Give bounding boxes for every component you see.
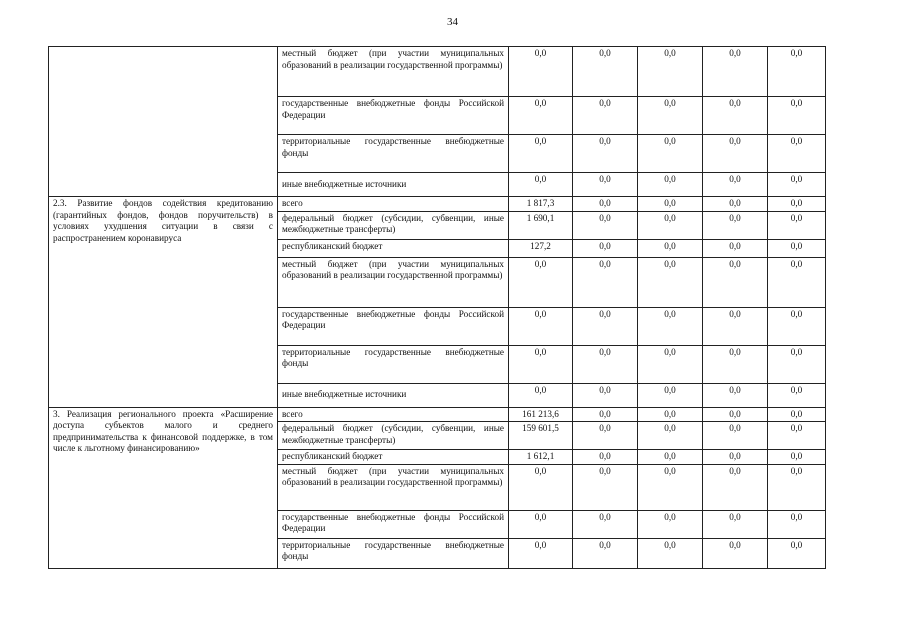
- value-cell: 0,0: [509, 173, 573, 197]
- funding-source-cell: территориальные государственные внебюджетные фонды: [278, 345, 509, 383]
- value-cell: 0,0: [509, 47, 573, 97]
- value-cell: 0,0: [768, 538, 826, 568]
- value-cell: 1 612,1: [509, 450, 573, 465]
- value-cell: 0,0: [638, 211, 703, 239]
- funding-source-cell: местный бюджет (при участии муниципальных образований в реализации государственной программы): [278, 47, 509, 97]
- value-cell: 0,0: [768, 257, 826, 307]
- value-cell: 1 817,3: [509, 197, 573, 212]
- value-cell: 0,0: [703, 422, 768, 450]
- funding-source-cell: республиканский бюджет: [278, 450, 509, 465]
- value-cell: 0,0: [573, 97, 638, 135]
- value-cell: 0,0: [638, 422, 703, 450]
- value-cell: 0,0: [638, 173, 703, 197]
- value-cell: 0,0: [703, 307, 768, 345]
- value-cell: 0,0: [703, 197, 768, 212]
- value-cell: 0,0: [573, 510, 638, 538]
- measure-name-cell: 2.3. Развитие фондов содействия кредитованию (гарантийных фондов, фондов поручительств) в условиях ухудшения ситуации в связи с распространением коронавируса: [49, 197, 278, 408]
- value-cell: 0,0: [703, 510, 768, 538]
- value-cell: 0,0: [638, 538, 703, 568]
- value-cell: 0,0: [509, 538, 573, 568]
- value-cell: 0,0: [638, 135, 703, 173]
- value-cell: 0,0: [638, 97, 703, 135]
- value-cell: 0,0: [768, 383, 826, 407]
- value-cell: 0,0: [573, 135, 638, 173]
- value-cell: 0,0: [638, 383, 703, 407]
- value-cell: 0,0: [768, 407, 826, 422]
- value-cell: 1 690,1: [509, 211, 573, 239]
- funding-source-cell: республиканский бюджет: [278, 239, 509, 257]
- value-cell: 0,0: [703, 47, 768, 97]
- value-cell: 0,0: [768, 510, 826, 538]
- value-cell: 0,0: [703, 211, 768, 239]
- funding-source-cell: федеральный бюджет (субсидии, субвенции, иные межбюджетные трансферты): [278, 422, 509, 450]
- budget-table: [48, 46, 826, 569]
- value-cell: 0,0: [703, 239, 768, 257]
- value-cell: 0,0: [768, 197, 826, 212]
- funding-source-cell: местный бюджет (при участии муниципальных образований в реализации государственной программы): [278, 257, 509, 307]
- funding-source-cell: территориальные государственные внебюджетные фонды: [278, 135, 509, 173]
- value-cell: 0,0: [768, 307, 826, 345]
- value-cell: 0,0: [509, 97, 573, 135]
- value-cell: 0,0: [573, 307, 638, 345]
- value-cell: 0,0: [703, 538, 768, 568]
- value-cell: 0,0: [768, 97, 826, 135]
- value-cell: 0,0: [703, 173, 768, 197]
- value-cell: 0,0: [638, 239, 703, 257]
- funding-source-cell: иные внебюджетные источники: [278, 383, 509, 407]
- value-cell: 0,0: [703, 450, 768, 465]
- value-cell: 127,2: [509, 239, 573, 257]
- value-cell: 0,0: [638, 307, 703, 345]
- value-cell: 0,0: [703, 97, 768, 135]
- funding-source-cell: всего: [278, 197, 509, 212]
- value-cell: 0,0: [573, 239, 638, 257]
- value-cell: 0,0: [509, 257, 573, 307]
- funding-source-cell: государственные внебюджетные фонды Российской Федерации: [278, 97, 509, 135]
- value-cell: 0,0: [638, 510, 703, 538]
- table-row: [49, 407, 826, 422]
- funding-source-cell: государственные внебюджетные фонды Российской Федерации: [278, 510, 509, 538]
- value-cell: 0,0: [703, 257, 768, 307]
- value-cell: 0,0: [638, 450, 703, 465]
- value-cell: 0,0: [703, 135, 768, 173]
- value-cell: 0,0: [573, 383, 638, 407]
- value-cell: 0,0: [509, 345, 573, 383]
- value-cell: 0,0: [638, 464, 703, 510]
- value-cell: 0,0: [509, 510, 573, 538]
- value-cell: 0,0: [509, 383, 573, 407]
- value-cell: 0,0: [638, 197, 703, 212]
- page-number: 34: [447, 16, 458, 28]
- value-cell: 0,0: [509, 464, 573, 510]
- value-cell: 0,0: [768, 239, 826, 257]
- value-cell: 0,0: [573, 173, 638, 197]
- value-cell: 0,0: [768, 422, 826, 450]
- value-cell: 0,0: [638, 257, 703, 307]
- funding-source-cell: всего: [278, 407, 509, 422]
- measure-name-cell: [49, 47, 278, 197]
- value-cell: 0,0: [703, 407, 768, 422]
- value-cell: 0,0: [768, 135, 826, 173]
- value-cell: 0,0: [638, 345, 703, 383]
- value-cell: 0,0: [703, 383, 768, 407]
- value-cell: 0,0: [573, 257, 638, 307]
- value-cell: 0,0: [573, 345, 638, 383]
- value-cell: 0,0: [509, 135, 573, 173]
- value-cell: 0,0: [573, 538, 638, 568]
- value-cell: 0,0: [573, 197, 638, 212]
- table-row: [49, 197, 826, 212]
- measure-name-cell: 3. Реализация регионального проекта «Расширение доступа субъектов малого и среднего предпринимательства к финансовой поддержке, в том числе к льготному финансированию»: [49, 407, 278, 568]
- funding-source-cell: государственные внебюджетные фонды Российской Федерации: [278, 307, 509, 345]
- value-cell: 0,0: [573, 211, 638, 239]
- funding-source-cell: территориальные государственные внебюджетные фонды: [278, 538, 509, 568]
- value-cell: 159 601,5: [509, 422, 573, 450]
- value-cell: 0,0: [638, 407, 703, 422]
- value-cell: 0,0: [638, 47, 703, 97]
- value-cell: 0,0: [768, 211, 826, 239]
- value-cell: 0,0: [703, 464, 768, 510]
- funding-source-cell: местный бюджет (при участии муниципальных образований в реализации государственной программы): [278, 464, 509, 510]
- value-cell: 0,0: [573, 47, 638, 97]
- value-cell: 0,0: [768, 450, 826, 465]
- value-cell: 0,0: [768, 345, 826, 383]
- value-cell: 0,0: [768, 464, 826, 510]
- table-row: [49, 47, 826, 97]
- value-cell: 0,0: [573, 407, 638, 422]
- value-cell: 0,0: [509, 307, 573, 345]
- funding-source-cell: иные внебюджетные источники: [278, 173, 509, 197]
- value-cell: 0,0: [768, 47, 826, 97]
- value-cell: 0,0: [573, 450, 638, 465]
- value-cell: 0,0: [573, 422, 638, 450]
- value-cell: 0,0: [573, 464, 638, 510]
- value-cell: 0,0: [768, 173, 826, 197]
- value-cell: 161 213,6: [509, 407, 573, 422]
- funding-source-cell: федеральный бюджет (субсидии, субвенции, иные межбюджетные трансферты): [278, 211, 509, 239]
- value-cell: 0,0: [703, 345, 768, 383]
